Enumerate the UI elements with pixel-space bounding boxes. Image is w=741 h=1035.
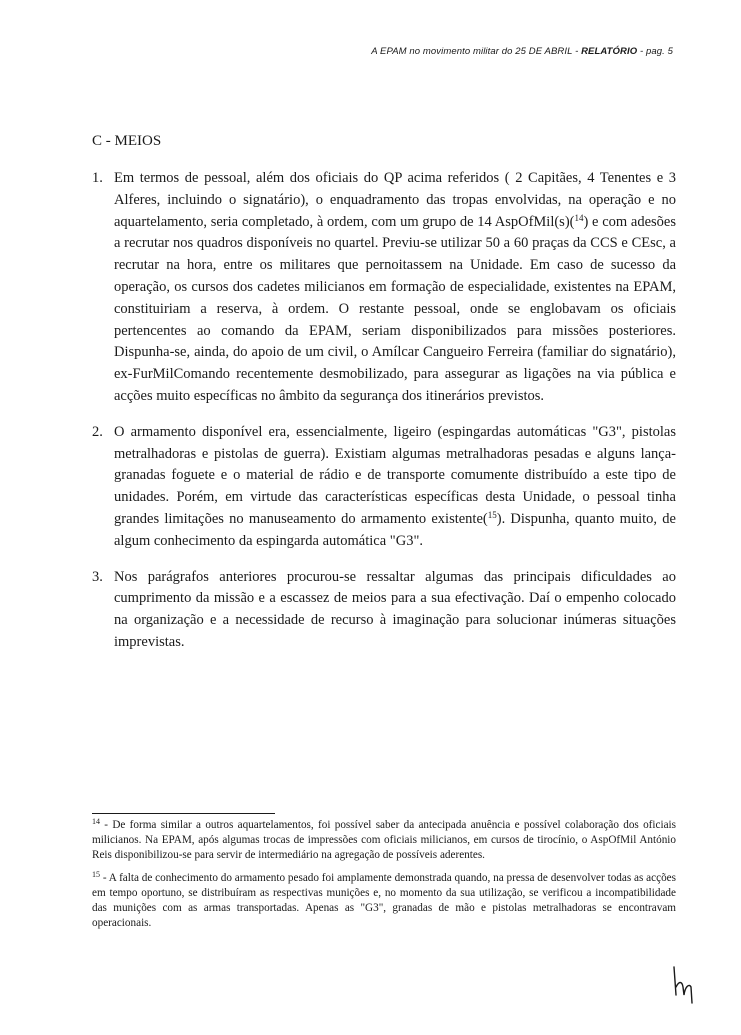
handwritten-initial [668, 965, 698, 1005]
item-text-part: ) e com adesões a recrutar nos quadros disponíveis no quartel. Previu-se utilizar 50 a 60 praças da CCS e CEsc, a recrutar na hora, entre os militares que pernoitassem na Unidade. Em caso de sucesso da operação, os cursos dos cadetes milicianos em formação de especialidade, existentes na EPAM, constituiriam a reserva, à ordem. O restante pessoal, onde se englobavam os oficiais pertencentes ao comando da EPAM, seriam disponibilizados para missões posteriores. Dispunha-se, ainda, do apoio de um civil, o Amílcar Cangueiro Ferreira (familiar do signatário), ex-FurMilComando recentemente desmobilizado, para assegurar as ligações na via pública e acções muito específicas no âmbito da segurança dos itinerários previstos. [114, 213, 676, 404]
item-number: 3. [92, 568, 103, 585]
item-text-part: ). Dispunha, quanto muito, de algum conhecimento da espingarda automática "G3". [114, 510, 676, 549]
item-number: 1. [92, 170, 103, 186]
footnote-divider [92, 813, 275, 814]
list-item [92, 567, 676, 654]
item-text-part: Em termos de pessoal, além dos oficiais do QP acima referidos ( 2 Capitães, 4 Tenentes e 3 Alferes, incluindo o signatário), o enquadramento das tropas envolvidas, na operação e no aquartelamento, seria completado, à ordem, com um grupo de 14 AspOfMil(s)( [114, 170, 676, 230]
footnote-text: - De forma similar a outros aquartelamentos, foi possível saber da antecipada anuência e possível colaboração dos oficiais milicianos. Na EPAM, após algumas trocas de impressões com oficiais milicianos, em cursos de tirocínio, o AspOfMil António Reis disponibilizou-se para servir de intermediário na agregação de possíveis aderentes. [92, 819, 676, 861]
footnote-number: 15 [92, 870, 100, 880]
item-number: 2. [92, 423, 103, 440]
footnote-text: - A falta de conhecimento do armamento pesado foi amplamente demonstrada quando, na pressa de desenvolver todas as acções em tempo oportuno, se distribuíram as respectivas munições e, no momento da sua utilização, se verificou a incompatibilidade das munições com as armas transportadas. Apenas as "G3", granadas de mão e pistolas metralhadoras se encontravam operacionais. [92, 872, 676, 929]
footnote-number: 14 [92, 817, 100, 826]
list-item [92, 168, 676, 408]
item-text-part: Nos parágrafos anteriores procurou-se ressaltar algumas das principais dificuldades ao cumprimento da missão e a escassez de meios para a sua efectivação. Daí o empenho colocado na organização e a necessidade de recurso à imaginação para solucionar inúmeras situações imprevistas. [114, 568, 676, 650]
footnote [92, 818, 676, 862]
footnote-ref: 14 [574, 212, 584, 223]
item-text [114, 422, 676, 553]
item-text [114, 567, 676, 654]
item-text-part: O armamento disponível era, essencialmente, ligeiro (espingardas automáticas "G3", pistolas metralhadoras e pistolas de guerra). Existiam algumas metralhadoras pesadas e alguns lança-granadas foguete e o material de rádio e de transporte comumente distribuído a este tipo de unidades. Porém, em virtude das características específicas desta Unidade, o pessoal tinha grandes limitações no manuseamento do armamento existente( [114, 423, 676, 527]
header-title: A EPAM no movimento militar do 25 DE ABRIL - [371, 46, 582, 57]
numbered-list [92, 168, 676, 654]
item-text [114, 168, 676, 408]
header-page: - pag. 5 [637, 46, 673, 57]
footnotes [92, 818, 676, 931]
header-report-label: RELATÓRIO [581, 46, 638, 57]
footnote-ref: 15 [487, 509, 497, 520]
footnote [92, 871, 676, 930]
list-item [92, 422, 676, 553]
section-title: C - MEIOS [92, 133, 162, 149]
running-header [371, 46, 673, 57]
